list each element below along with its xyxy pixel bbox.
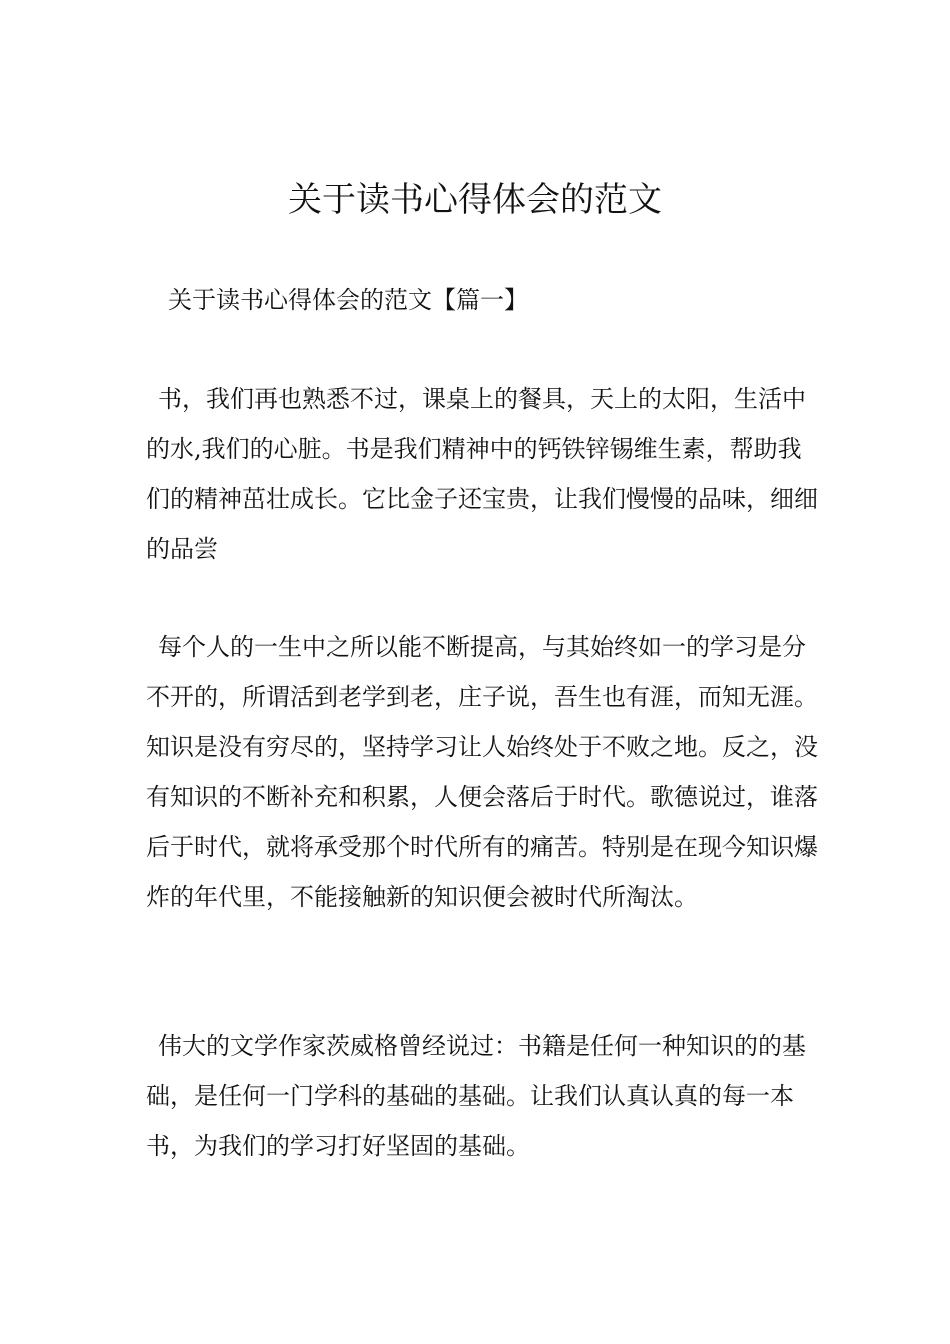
paragraph-3: 伟大的文学作家茨威格曾经说过：书籍是任何一种知识的的基础，是任何一门学科的基础的基础。让我们认真认真的每一本书，为我们的学习打好坚固的基础。 <box>146 1032 806 1160</box>
document-title: 关于读书心得体会的范文 <box>288 180 662 220</box>
section-heading: 关于读书心得体会的范文【篇一】 <box>168 286 528 314</box>
paragraph-1: 书，我们再也熟悉不过，课桌上的餐具，天上的太阳，生活中的水,我们的心脏。书是我们精神中的钙铁锌锡维生素，帮助我们的精神茁壮成长。它比金子还宝贵，让我们慢慢的品味，细细的品尝 <box>146 385 818 563</box>
paragraph-2: 每个人的一生中之所以能不断提高，与其始终如一的学习是分不开的，所谓活到老学到老，庄子说，吾生也有涯，而知无涯。知识是没有穷尽的，坚持学习让人始终处于不败之地。反之，没有知识的不断补充和积累，人便会落后于时代。歌德说过，谁落后于时代，就将承受那个时代所有的痛苦。特别是在现今知识爆炸的年代里，不能接触新的知识便会被时代所淘汰。 <box>146 633 818 911</box>
